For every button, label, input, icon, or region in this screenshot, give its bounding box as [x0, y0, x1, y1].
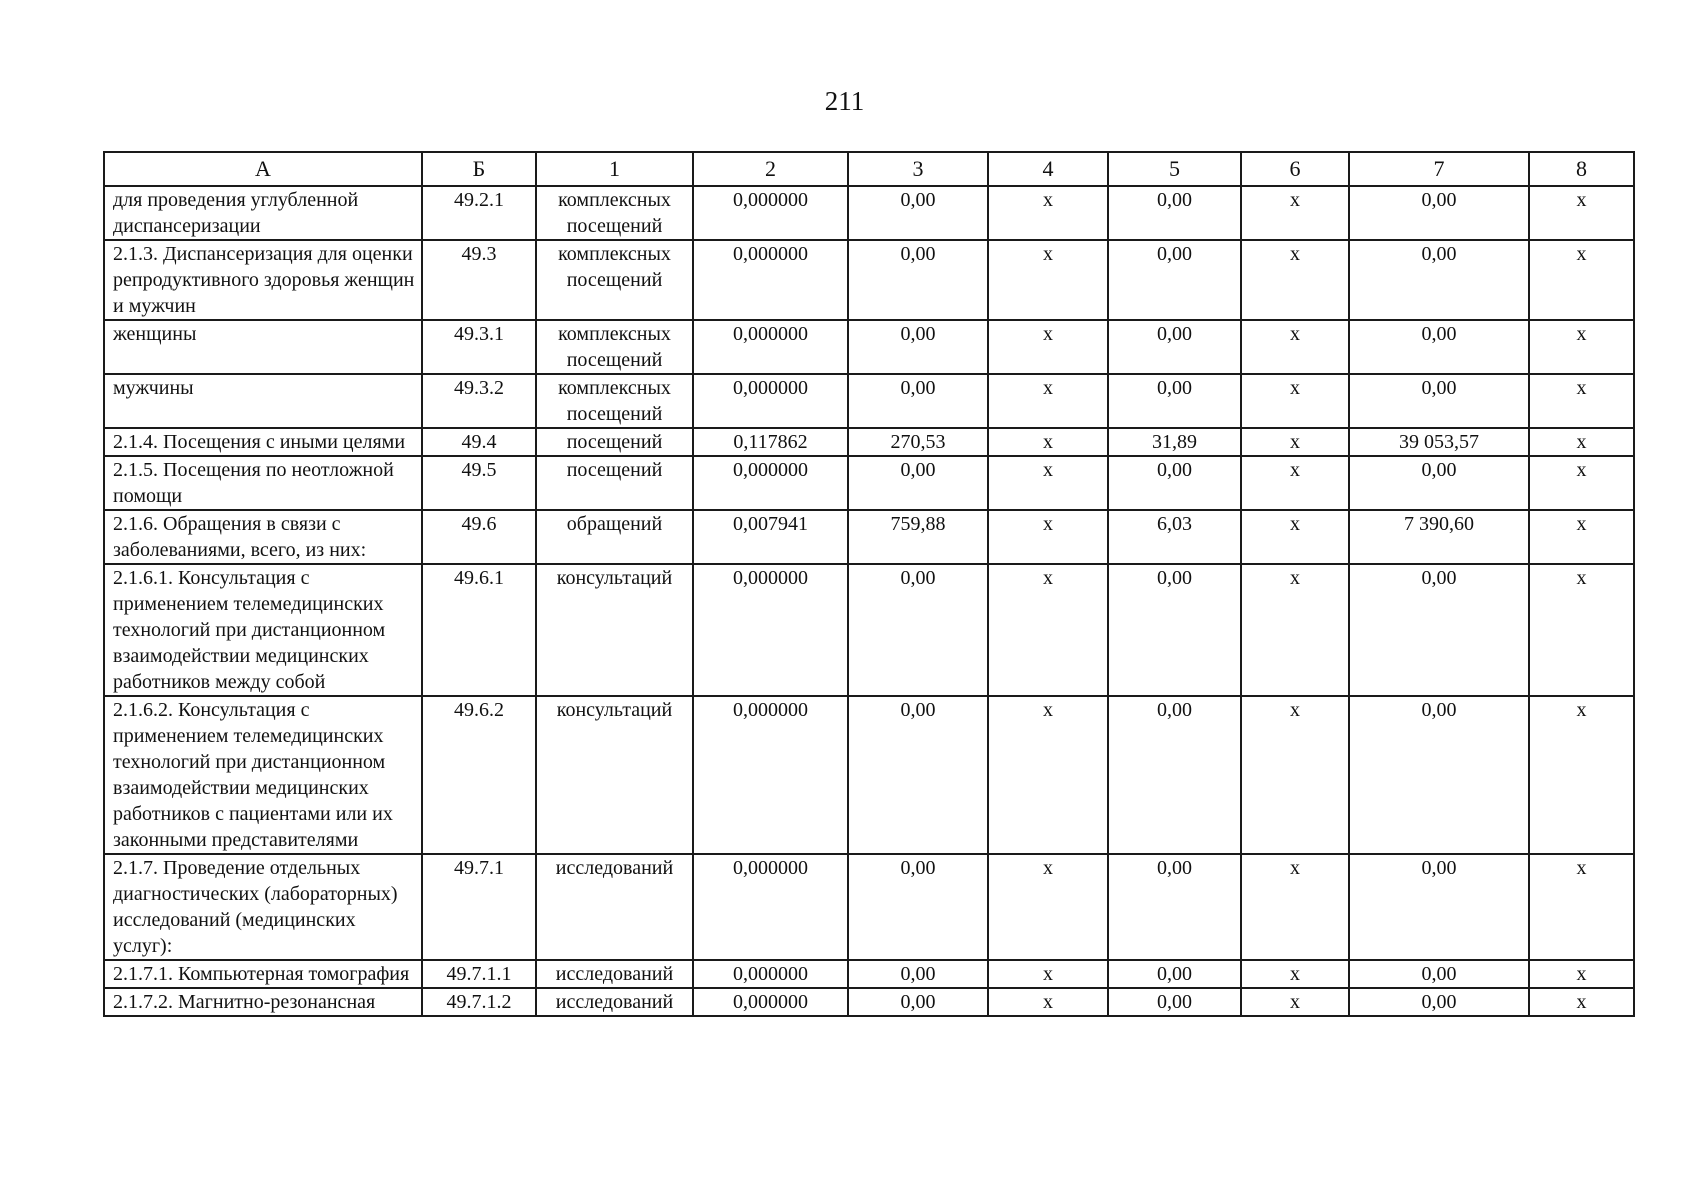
row-col-6: х	[1241, 456, 1349, 510]
row-unit: консультаций	[536, 696, 693, 854]
row-col-7: 0,00	[1349, 564, 1529, 696]
column-header-1: 1	[536, 152, 693, 186]
row-col-6: х	[1241, 564, 1349, 696]
row-name: для проведения углубленной диспансеризации	[104, 186, 422, 240]
data-table	[103, 151, 1635, 1017]
row-unit: комплексных посещений	[536, 240, 693, 320]
row-col-2: 0,007941	[693, 510, 848, 564]
column-header-6: 6	[1241, 152, 1349, 186]
row-col-8: х	[1529, 186, 1634, 240]
row-col-4: х	[988, 960, 1108, 988]
row-name: 2.1.5. Посещения по неотложной помощи	[104, 456, 422, 510]
column-header-7: 7	[1349, 152, 1529, 186]
row-col-4: х	[988, 564, 1108, 696]
row-col-2: 0,000000	[693, 186, 848, 240]
row-unit: консультаций	[536, 564, 693, 696]
row-col-3: 0,00	[848, 564, 988, 696]
row-col-2: 0,000000	[693, 960, 848, 988]
row-name: 2.1.7. Проведение отдельных диагностических (лабораторных) исследований (медицинских услуг):	[104, 854, 422, 960]
row-col-8: х	[1529, 428, 1634, 456]
row-col-2: 0,000000	[693, 564, 848, 696]
row-name: 2.1.7.1. Компьютерная томография	[104, 960, 422, 988]
row-col-6: х	[1241, 510, 1349, 564]
row-col-2: 0,000000	[693, 854, 848, 960]
row-col-5: 0,00	[1108, 854, 1241, 960]
row-col-5: 0,00	[1108, 988, 1241, 1016]
row-col-4: х	[988, 320, 1108, 374]
column-header-b: Б	[422, 152, 536, 186]
row-col-7: 0,00	[1349, 988, 1529, 1016]
row-col-4: х	[988, 374, 1108, 428]
row-col-4: х	[988, 510, 1108, 564]
row-col-4: х	[988, 428, 1108, 456]
row-col-5: 0,00	[1108, 456, 1241, 510]
row-col-5: 0,00	[1108, 240, 1241, 320]
table-row	[104, 564, 1634, 696]
row-col-8: х	[1529, 320, 1634, 374]
row-col-3: 0,00	[848, 456, 988, 510]
row-col-3: 0,00	[848, 186, 988, 240]
row-col-5: 0,00	[1108, 960, 1241, 988]
row-col-7: 0,00	[1349, 696, 1529, 854]
row-col-6: х	[1241, 854, 1349, 960]
row-code: 49.4	[422, 428, 536, 456]
row-col-6: х	[1241, 320, 1349, 374]
table-row	[104, 428, 1634, 456]
column-header-3: 3	[848, 152, 988, 186]
row-col-3: 0,00	[848, 240, 988, 320]
row-col-4: х	[988, 186, 1108, 240]
row-name: 2.1.6. Обращения в связи с заболеваниями, всего, из них:	[104, 510, 422, 564]
row-col-4: х	[988, 456, 1108, 510]
row-col-7: 0,00	[1349, 960, 1529, 988]
row-name: 2.1.7.2. Магнитно-резонансная	[104, 988, 422, 1016]
row-col-8: х	[1529, 696, 1634, 854]
row-col-5: 0,00	[1108, 320, 1241, 374]
row-unit: посещений	[536, 456, 693, 510]
column-header-4: 4	[988, 152, 1108, 186]
row-col-8: х	[1529, 988, 1634, 1016]
row-col-2: 0,117862	[693, 428, 848, 456]
row-code: 49.5	[422, 456, 536, 510]
table-row	[104, 988, 1634, 1016]
row-col-2: 0,000000	[693, 456, 848, 510]
row-col-3: 0,00	[848, 988, 988, 1016]
row-col-2: 0,000000	[693, 240, 848, 320]
row-col-5: 0,00	[1108, 564, 1241, 696]
row-col-6: х	[1241, 240, 1349, 320]
row-col-8: х	[1529, 240, 1634, 320]
row-col-7: 0,00	[1349, 374, 1529, 428]
table-row	[104, 186, 1634, 240]
row-col-6: х	[1241, 960, 1349, 988]
row-unit: комплексных посещений	[536, 374, 693, 428]
row-unit: комплексных посещений	[536, 320, 693, 374]
row-col-3: 759,88	[848, 510, 988, 564]
row-name: 2.1.3. Диспансеризация для оценки репродуктивного здоровья женщин и мужчин	[104, 240, 422, 320]
row-name: 2.1.6.1. Консультация с применением телемедицинских технологий при дистанционном взаимодействии медицинских работников между собой	[104, 564, 422, 696]
row-col-5: 0,00	[1108, 696, 1241, 854]
row-name: женщины	[104, 320, 422, 374]
row-col-7: 0,00	[1349, 240, 1529, 320]
column-header-2: 2	[693, 152, 848, 186]
row-col-8: х	[1529, 564, 1634, 696]
row-col-4: х	[988, 988, 1108, 1016]
row-code: 49.7.1.2	[422, 988, 536, 1016]
page-number: 211	[824, 86, 865, 116]
table-row	[104, 854, 1634, 960]
row-col-6: х	[1241, 186, 1349, 240]
row-col-5: 6,03	[1108, 510, 1241, 564]
table-row	[104, 374, 1634, 428]
row-col-4: х	[988, 696, 1108, 854]
row-col-8: х	[1529, 374, 1634, 428]
row-col-6: х	[1241, 696, 1349, 854]
table-header-row	[104, 152, 1634, 186]
row-code: 49.2.1	[422, 186, 536, 240]
row-name: мужчины	[104, 374, 422, 428]
row-unit: исследований	[536, 854, 693, 960]
table-row	[104, 696, 1634, 854]
row-code: 49.7.1.1	[422, 960, 536, 988]
row-col-5: 0,00	[1108, 186, 1241, 240]
row-col-7: 0,00	[1349, 186, 1529, 240]
row-col-7: 0,00	[1349, 854, 1529, 960]
table-row	[104, 320, 1634, 374]
row-col-2: 0,000000	[693, 988, 848, 1016]
row-col-8: х	[1529, 960, 1634, 988]
row-col-2: 0,000000	[693, 320, 848, 374]
table-row	[104, 960, 1634, 988]
row-col-3: 0,00	[848, 854, 988, 960]
row-code: 49.7.1	[422, 854, 536, 960]
row-code: 49.6	[422, 510, 536, 564]
row-col-7: 7 390,60	[1349, 510, 1529, 564]
table-row	[104, 456, 1634, 510]
row-code: 49.6.2	[422, 696, 536, 854]
row-col-3: 0,00	[848, 320, 988, 374]
row-col-3: 0,00	[848, 960, 988, 988]
row-unit: комплексных посещений	[536, 186, 693, 240]
row-code: 49.3.2	[422, 374, 536, 428]
row-col-7: 39 053,57	[1349, 428, 1529, 456]
row-code: 49.3	[422, 240, 536, 320]
column-header-5: 5	[1108, 152, 1241, 186]
row-col-4: х	[988, 854, 1108, 960]
table-row	[104, 510, 1634, 564]
row-col-8: х	[1529, 510, 1634, 564]
row-col-5: 0,00	[1108, 374, 1241, 428]
row-name: 2.1.6.2. Консультация с применением телемедицинских технологий при дистанционном взаимодействии медицинских работников с пациентами или их законными представителями	[104, 696, 422, 854]
row-col-6: х	[1241, 428, 1349, 456]
column-header-a: А	[104, 152, 422, 186]
row-code: 49.6.1	[422, 564, 536, 696]
table-row	[104, 240, 1634, 320]
row-unit: обращений	[536, 510, 693, 564]
row-unit: исследований	[536, 960, 693, 988]
column-header-8: 8	[1529, 152, 1634, 186]
row-col-7: 0,00	[1349, 456, 1529, 510]
row-col-4: х	[988, 240, 1108, 320]
row-unit: исследований	[536, 988, 693, 1016]
row-col-3: 0,00	[848, 374, 988, 428]
row-col-6: х	[1241, 988, 1349, 1016]
row-col-2: 0,000000	[693, 374, 848, 428]
row-name: 2.1.4. Посещения с иными целями	[104, 428, 422, 456]
row-col-6: х	[1241, 374, 1349, 428]
row-col-2: 0,000000	[693, 696, 848, 854]
row-code: 49.3.1	[422, 320, 536, 374]
row-col-8: х	[1529, 456, 1634, 510]
row-col-8: х	[1529, 854, 1634, 960]
row-col-3: 270,53	[848, 428, 988, 456]
row-col-7: 0,00	[1349, 320, 1529, 374]
row-col-3: 0,00	[848, 696, 988, 854]
row-unit: посещений	[536, 428, 693, 456]
row-col-5: 31,89	[1108, 428, 1241, 456]
